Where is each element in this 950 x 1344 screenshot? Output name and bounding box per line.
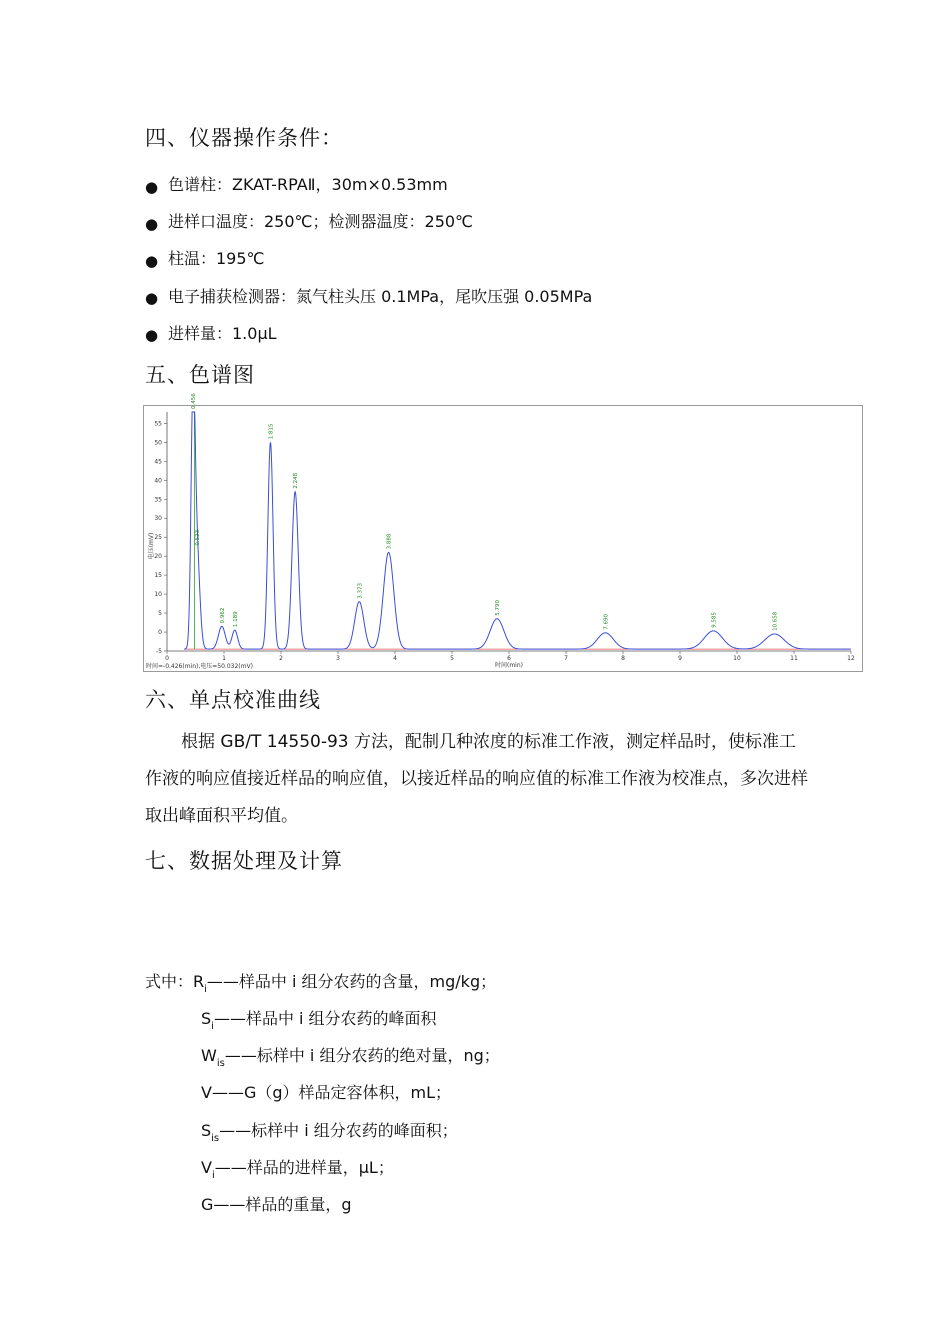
calibration-text: 根据 GB/T 14550-93 方法，配制几种浓度的标准工作液，测定样品时，使标准工作液的响应值接近样品的响应值，以接近样品的响应值的标准工作液为校准点，多次进样取出峰面积平均值。 xyxy=(145,732,808,826)
definition-text: ——样品中 i 组分农药的峰面积 xyxy=(213,1009,437,1028)
section-heading-6: 六、单点校准曲线 xyxy=(145,688,321,712)
chart-curves xyxy=(184,412,851,649)
symbol: V xyxy=(201,1158,212,1177)
x-tick-label: 11 xyxy=(790,655,798,662)
definition-text: ——标样中 i 组分农药的峰面积； xyxy=(219,1121,458,1140)
section-heading-4: 四、仪器操作条件： xyxy=(145,126,343,150)
condition-temperatures: 进样口温度：250℃；检测器温度：250℃ xyxy=(168,212,474,231)
bullet: ● xyxy=(145,326,159,344)
x-tick-label: 4 xyxy=(393,655,397,662)
y-tick-label: 30 xyxy=(154,515,162,523)
definition-text: ——标样中 i 组分农药的绝对量，ng； xyxy=(224,1046,500,1065)
status-readout: 时间=-0.426(min),电压=50.032(mV) xyxy=(146,663,253,670)
y-tick-label: 40 xyxy=(154,477,162,485)
symbol-subscript: i xyxy=(204,984,207,995)
condition-detector: 电子捕获检测器：氮气柱头压 0.1MPa，尾吹压强 0.05MPa xyxy=(168,287,593,306)
chromatogram xyxy=(143,393,863,672)
x-tick-label: 3 xyxy=(336,655,340,662)
definition-g xyxy=(201,1192,352,1215)
peak-label: 0.523 xyxy=(194,529,201,546)
x-tick-label: 2 xyxy=(279,655,283,662)
bullet: ● xyxy=(145,289,159,307)
y-tick-label: 5 xyxy=(158,610,162,618)
symbol: S xyxy=(201,1009,212,1028)
symbol: G xyxy=(201,1195,214,1214)
symbol-subscript: is xyxy=(211,1133,220,1144)
peak-label: 0.456 xyxy=(190,393,197,409)
y-tick-label: 35 xyxy=(154,496,162,504)
definition-prefix: 式中： xyxy=(145,972,194,991)
y-axis-label: 电压(mV) xyxy=(148,532,155,560)
x-tick-label: 0 xyxy=(165,655,169,662)
chromatogram-plot xyxy=(144,393,862,671)
x-tick-label: 9 xyxy=(678,655,682,662)
peak-label: 1.815 xyxy=(268,423,275,440)
x-tick-label: 10 xyxy=(733,655,741,662)
y-tick-label: -5 xyxy=(156,648,162,655)
symbol-subscript: i xyxy=(211,1170,215,1181)
definition-wis xyxy=(201,1043,500,1069)
y-tick-label: 55 xyxy=(154,420,162,428)
symbol: W xyxy=(201,1046,217,1065)
peak-label: 5.790 xyxy=(495,600,502,616)
y-tick-label: 10 xyxy=(154,591,162,599)
peak-label: 7.690 xyxy=(603,614,610,630)
definition-v xyxy=(201,1080,451,1103)
bullet: ● xyxy=(145,252,159,270)
bullet: ● xyxy=(145,178,159,196)
x-tick-label: 8 xyxy=(621,655,625,662)
section-heading-5: 五、色谱图 xyxy=(145,363,255,387)
definition-text: ——样品中 i 组分农药的含量，mg/kg； xyxy=(206,972,497,991)
peak-label: 3.373 xyxy=(357,582,364,599)
symbol-subscript: is xyxy=(216,1058,225,1069)
calibration-paragraph xyxy=(145,724,810,835)
condition-column: 色谱柱：ZKAT-RPAⅡ，30m×0.53mm xyxy=(168,175,448,194)
definition-r xyxy=(145,969,496,995)
definition-text: ——样品的进样量，μL； xyxy=(214,1158,394,1177)
x-tick-label: 12 xyxy=(847,655,855,662)
symbol: V xyxy=(201,1083,212,1102)
peak-label: 0.962 xyxy=(219,607,226,624)
symbol: S xyxy=(201,1121,212,1140)
peak-label: 9.585 xyxy=(711,612,718,628)
peak-label: 10.658 xyxy=(772,611,779,631)
chart-axes xyxy=(146,412,855,670)
x-tick-label: 1 xyxy=(222,655,226,662)
chart-labels xyxy=(191,393,779,631)
y-tick-label: 15 xyxy=(154,572,162,580)
bullet: ● xyxy=(145,215,159,233)
y-tick-label: 20 xyxy=(154,553,162,561)
definition-text: ——G（g）样品定容体积，mL； xyxy=(211,1083,452,1102)
y-tick-label: 25 xyxy=(154,534,162,542)
y-tick-label: 50 xyxy=(154,439,162,447)
x-tick-label: 5 xyxy=(450,655,454,662)
y-tick-label: 0 xyxy=(158,629,162,637)
peak-label: 3.888 xyxy=(386,533,393,550)
condition-injection: 进样量：1.0μL xyxy=(168,324,277,343)
definition-vi xyxy=(201,1155,394,1181)
symbol-subscript: i xyxy=(211,1021,214,1032)
condition-column-temp: 柱温：195℃ xyxy=(168,249,265,268)
definition-si xyxy=(201,1006,437,1032)
x-tick-label: 6 xyxy=(507,655,511,662)
symbol: R xyxy=(193,972,205,991)
x-tick-label: 7 xyxy=(564,655,568,662)
peak-label: 1.189 xyxy=(232,611,239,628)
x-axis-label: 时间(min) xyxy=(495,662,523,669)
definition-text: ——样品的重量，g xyxy=(213,1195,352,1214)
section-heading-7: 七、数据处理及计算 xyxy=(145,849,343,873)
definition-sis xyxy=(201,1118,458,1144)
signal-trace xyxy=(184,412,851,649)
y-tick-label: 45 xyxy=(154,458,162,466)
peak-label: 2.248 xyxy=(293,472,300,489)
